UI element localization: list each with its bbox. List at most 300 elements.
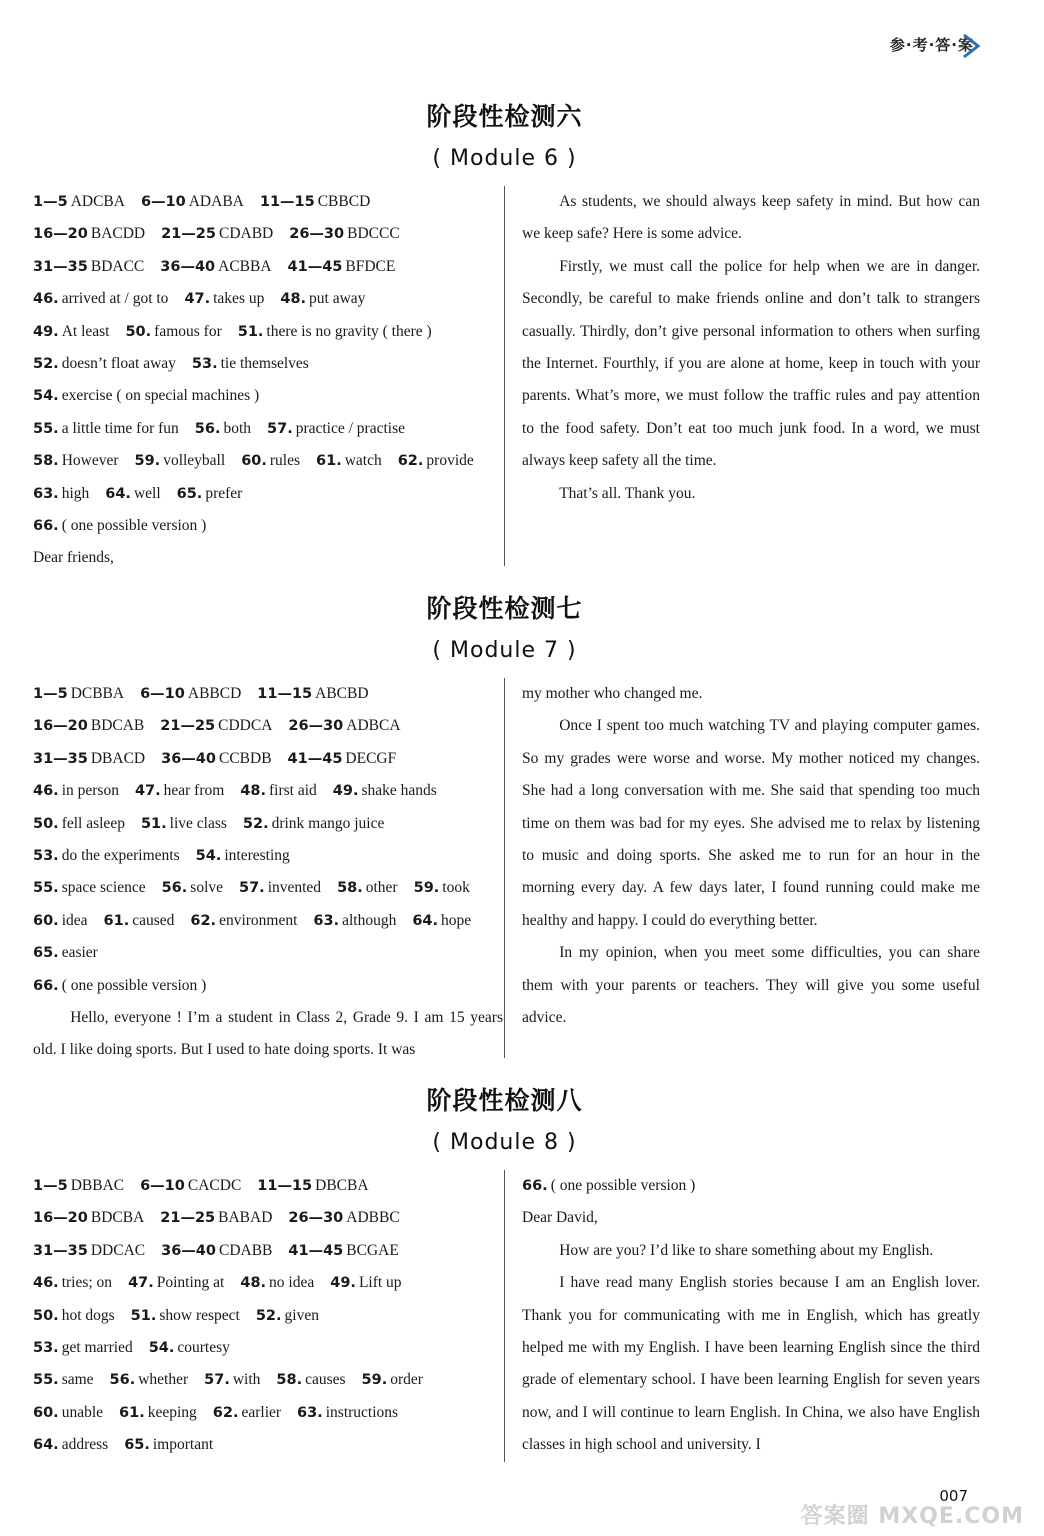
answer-line: [33, 872, 503, 904]
answer-number: 6—10: [140, 194, 186, 210]
answer-text: BABAD: [218, 1209, 273, 1227]
answer-line: [33, 1202, 503, 1234]
answer-item: [33, 840, 180, 872]
answer-item: [149, 1332, 230, 1364]
answer-number: 16—20: [33, 226, 88, 243]
answer-number: 31—35: [33, 1242, 88, 1259]
answer-number: 63.: [313, 912, 340, 929]
answer-item: [177, 478, 243, 510]
answer-item: [288, 710, 400, 742]
answer-item: [240, 1267, 314, 1299]
answer-number: 6—10: [140, 1178, 185, 1194]
answer-line: [33, 1267, 503, 1299]
answer-text: CCBDB: [218, 749, 272, 767]
answer-text: Pointing at: [156, 1274, 225, 1292]
answer-line: [33, 840, 503, 872]
answer-text: ABBCD: [187, 685, 242, 702]
answer-item: [33, 1202, 144, 1234]
answer-item: [131, 1300, 240, 1332]
answer-number: 46.: [33, 783, 59, 800]
answer-item: [33, 743, 145, 775]
answer-line: [33, 1364, 503, 1396]
answer-number: 65.: [33, 945, 59, 962]
answer-number: 46.: [33, 1275, 59, 1292]
answer-number: 66.: [33, 517, 59, 534]
column-divider: [504, 1170, 505, 1462]
answer-number: 53.: [191, 355, 218, 372]
section-8-essay: [522, 1170, 980, 1462]
answer-number: 64.: [33, 1437, 59, 1454]
answer-number: 50.: [33, 1307, 59, 1324]
answer-number: 62.: [190, 912, 217, 929]
section-7-subtitle: ( Module 7 ): [432, 638, 577, 663]
answer-text: first aid: [269, 782, 317, 800]
answer-text: fell asleep: [61, 814, 125, 832]
section-6-title: 阶段性检测六: [426, 102, 583, 131]
answer-item: [33, 808, 125, 840]
answer-item: [276, 1364, 345, 1396]
answer-number: 52.: [242, 815, 269, 832]
answer-line: [33, 380, 503, 412]
answer-number: 57.: [204, 1372, 230, 1389]
page-number: 007: [939, 1487, 968, 1505]
answer-text: famous for: [154, 322, 222, 340]
answer-text: DDCAC: [90, 1241, 146, 1259]
answer-item: [33, 348, 176, 380]
answer-line: [33, 283, 503, 315]
answer-text: other: [365, 879, 398, 897]
answer-item: [313, 905, 396, 937]
answer-item: [33, 1429, 108, 1461]
section-6-essay: [522, 186, 980, 510]
answer-line: [33, 808, 503, 840]
answer-item: [412, 905, 471, 937]
answer-item: [288, 251, 396, 283]
answer-item: [257, 678, 368, 710]
answer-text: easier: [61, 944, 98, 962]
answer-text: DBACD: [90, 749, 146, 767]
answer-item: [33, 1397, 103, 1429]
answer-number: 64.: [105, 485, 131, 502]
answer-number: 49.: [330, 1275, 356, 1292]
answer-item: [260, 186, 370, 218]
answer-item: [288, 1235, 398, 1267]
answer-text: courtesy: [177, 1338, 230, 1356]
answer-item: [33, 413, 179, 445]
answer-number: 62.: [397, 453, 424, 470]
answer-number: 56.: [161, 880, 188, 897]
answer-item: [110, 1364, 189, 1396]
answer-line: [33, 510, 503, 542]
essay-paragraph: That’s all. Thank you.: [559, 484, 696, 502]
answer-number: 61.: [119, 1404, 145, 1421]
answer-item: [238, 316, 432, 348]
answer-line: [33, 1397, 503, 1429]
section-8-answers: [33, 1170, 503, 1462]
answer-item: [125, 316, 221, 348]
answer-number: 46.: [33, 291, 59, 308]
answer-line: [33, 1170, 503, 1202]
answer-number: 49.: [332, 783, 359, 800]
answer-text: ( one possible version ): [61, 516, 207, 534]
answer-line: [33, 478, 503, 510]
answer-item: [33, 218, 145, 250]
header-tag: 参·考·答·案: [889, 36, 974, 54]
answer-number: 41—45: [287, 258, 343, 275]
section-7-essay: [522, 678, 980, 1034]
answer-text: well: [133, 484, 161, 502]
answer-text: invented: [267, 879, 322, 897]
answer-item: [119, 1397, 197, 1429]
answer-number: 63.: [33, 485, 59, 502]
answer-number: 59.: [134, 453, 161, 470]
answer-item: [240, 775, 316, 807]
answer-number: 36—40: [161, 1242, 216, 1259]
answer-text: hope: [441, 911, 472, 929]
answer-text: there is no gravity ( there ): [266, 322, 432, 340]
answer-line: [33, 937, 503, 969]
answer-item: [33, 1170, 124, 1202]
answer-text: ADBBC: [346, 1209, 400, 1227]
answer-number: 21—25: [160, 1210, 216, 1227]
answer-number: 36—40: [161, 750, 216, 767]
answer-text: BDCCC: [347, 225, 400, 243]
answer-item: [289, 218, 399, 250]
answer-item: [288, 743, 397, 775]
answer-item: [33, 380, 259, 412]
answer-number: 31—35: [33, 750, 88, 767]
answer-number: 56.: [109, 1372, 136, 1389]
answer-number: 54.: [195, 847, 222, 864]
answer-item: [337, 872, 398, 904]
answer-item: [33, 678, 124, 710]
answer-item: [33, 1300, 115, 1332]
answer-item: [161, 218, 273, 250]
answer-item: [267, 413, 405, 445]
answer-item: [33, 1235, 145, 1267]
answer-item: [522, 1170, 695, 1202]
answer-text: CACDC: [187, 1177, 242, 1194]
answer-text: tries; on: [61, 1274, 113, 1292]
answer-number: 58.: [276, 1372, 303, 1389]
answer-text: provide: [426, 452, 474, 470]
answer-item: [105, 478, 160, 510]
answer-text: address: [61, 1436, 109, 1454]
answer-text: caused: [132, 911, 175, 929]
answer-number: 60.: [241, 453, 267, 470]
answer-item: [33, 1267, 112, 1299]
answer-text: space science: [61, 879, 146, 897]
answer-line: [33, 445, 503, 477]
answer-number: 21—25: [161, 226, 216, 243]
answer-text: do the experiments: [61, 846, 180, 864]
answer-text: keeping: [147, 1403, 197, 1421]
answer-item: [33, 445, 119, 477]
answer-text: show respect: [159, 1306, 240, 1324]
answer-number: 41—45: [287, 750, 343, 767]
answer-number: 21—25: [160, 718, 216, 735]
answer-text: interesting: [224, 846, 290, 864]
answer-text: tie themselves: [220, 354, 309, 372]
essay-paragraph: Dear friends,: [33, 549, 114, 567]
answer-text: ADABA: [188, 193, 244, 210]
answer-text: given: [284, 1306, 319, 1324]
answer-text: whether: [138, 1371, 189, 1389]
answer-item: [398, 445, 474, 477]
answer-number: 41—45: [288, 1242, 344, 1259]
answer-text: ( one possible version ): [550, 1177, 696, 1194]
answer-number: 1—5: [33, 1178, 68, 1194]
essay-paragraph: Hello, everyone ! I’m a student in Class 2, Grade 9. I am 15 years old. I like doing sports. But I used to hate doing sports. It was: [33, 1008, 503, 1059]
section-8-title: 阶段性检测八: [426, 1086, 583, 1115]
answer-number: 47.: [134, 783, 161, 800]
answer-text: rules: [269, 452, 301, 470]
answer-number: 52.: [33, 355, 59, 372]
answer-text: live class: [169, 814, 227, 832]
watermark-logo: 答案圈 MXQE.COM: [800, 1504, 1024, 1529]
answer-text: BACDD: [90, 225, 146, 243]
answer-text: get married: [61, 1338, 133, 1356]
answer-item: [128, 1267, 224, 1299]
essay-paragraph: I have read many English stories because I am an English lover. Thank you for communicating with me in English, which has greatly helped me with my English. I have been learning English since the third grade of elementary school. I have been learning English for seven years now, and I will continue to learn English. In China, we also have English classes in high school and university. I: [522, 1274, 980, 1454]
answer-item: [288, 1202, 399, 1234]
answer-text: At least: [61, 322, 110, 340]
answer-item: [141, 186, 244, 218]
answer-item: [33, 283, 168, 315]
answer-number: 47.: [128, 1275, 154, 1292]
answer-number: 58.: [337, 880, 363, 897]
answer-text: idea: [61, 911, 88, 929]
answer-item: [161, 1235, 272, 1267]
answer-item: [297, 1397, 398, 1429]
answer-item: [160, 710, 272, 742]
answer-number: 11—15: [257, 686, 313, 702]
answer-number: 59.: [361, 1372, 388, 1389]
answer-line: [33, 970, 503, 1002]
answer-number: 50.: [125, 323, 152, 340]
answer-line: [33, 251, 503, 283]
answer-text: DBBAC: [70, 1177, 125, 1194]
answer-text: both: [223, 419, 252, 437]
answer-number: 61.: [103, 912, 130, 929]
answer-number: 53.: [33, 1339, 59, 1356]
answer-item: [135, 445, 226, 477]
answer-item: [33, 872, 146, 904]
answer-text: order: [390, 1371, 423, 1389]
answer-item: [256, 1300, 319, 1332]
answer-text: environment: [219, 911, 298, 929]
answer-number: 66.: [33, 977, 59, 994]
answer-item: [333, 775, 437, 807]
answer-number: 65.: [124, 1437, 150, 1454]
answer-text: CDDCA: [218, 717, 273, 735]
answer-line: [33, 1300, 503, 1332]
answer-item: [239, 872, 321, 904]
answer-number: 61.: [316, 453, 342, 470]
answer-text: DECGF: [345, 749, 397, 767]
answer-text: causes: [305, 1371, 346, 1389]
answer-line: [33, 905, 503, 937]
answer-text: doesn’t float away: [61, 354, 176, 372]
answer-text: BDCAB: [90, 717, 145, 735]
answer-text: practice / practise: [295, 419, 405, 437]
answer-text: volleyball: [163, 452, 226, 470]
answer-text: put away: [309, 290, 366, 308]
answer-item: [33, 186, 125, 218]
answer-line: [33, 348, 503, 380]
answer-number: 60.: [33, 912, 59, 929]
column-divider: [504, 678, 505, 1058]
answer-item: [196, 840, 290, 872]
answer-number: 16—20: [33, 1210, 88, 1227]
answer-item: [280, 283, 365, 315]
answer-text: CDABB: [218, 1241, 273, 1259]
answer-number: 55.: [33, 1372, 59, 1389]
answer-number: 66.: [522, 1178, 548, 1194]
answer-text: a little time for fun: [61, 419, 179, 437]
section-6-answers: [33, 186, 503, 575]
answer-item: [330, 1267, 401, 1299]
answer-text: ( one possible version ): [61, 976, 207, 994]
answer-line: [33, 710, 503, 742]
answer-line: [33, 1235, 503, 1267]
answer-text: arrived at / got to: [61, 290, 169, 308]
answer-number: 1—5: [33, 194, 68, 210]
answer-text: ADBCA: [346, 717, 401, 735]
answer-number: 26—30: [288, 718, 344, 735]
answer-text: hot dogs: [61, 1306, 115, 1324]
answer-number: 57.: [267, 420, 293, 437]
answer-item: [243, 808, 384, 840]
answer-number: 31—35: [33, 258, 88, 275]
answer-number: 55.: [33, 420, 59, 437]
answer-item: [33, 905, 88, 937]
answer-item: [124, 1429, 213, 1461]
answer-item: [162, 872, 223, 904]
answer-number: 53.: [33, 847, 59, 864]
answer-text: ABCBD: [315, 685, 369, 702]
answer-line: [33, 218, 503, 250]
answer-line: [33, 1332, 503, 1364]
answer-item: [33, 937, 98, 969]
answer-text: solve: [190, 879, 223, 897]
answer-item: [192, 348, 309, 380]
answer-item: [362, 1364, 423, 1396]
answer-text: DBCBA: [315, 1177, 369, 1194]
answer-item: [135, 775, 224, 807]
answer-text: although: [342, 911, 397, 929]
answer-number: 50.: [33, 815, 59, 832]
answer-text: drink mango juice: [271, 814, 385, 832]
answer-number: 26—30: [289, 226, 345, 243]
answer-text: same: [61, 1371, 94, 1389]
essay-paragraph: Firstly, we must call the police for help when we are in danger. Secondly, be careful to make friends online and don’t talk to strangers casually. Thirdly, don’t give personal information to others when surfing the Internet. Fourthly, if you are alone at home, keep in touch with your parents. What’s more, we must follow the traffic rules and pay attention to the food safety. Don’t eat too much junk food. In a word, we must always keep safety all the time.: [522, 257, 980, 470]
answer-number: 26—30: [288, 1210, 344, 1227]
essay-paragraph: In my opinion, when you meet some difficulties, you can share them with your parents or teachers. They will give you some useful advice.: [522, 944, 980, 1027]
answer-number: 62.: [212, 1404, 239, 1421]
essay-paragraph: Dear David,: [522, 1209, 598, 1227]
essay-paragraph: As students, we should always keep safety in mind. But how can we keep safe? Here is some advice.: [522, 193, 980, 243]
answer-text: important: [152, 1436, 214, 1454]
answer-item: [33, 251, 144, 283]
answer-text: took: [442, 879, 470, 897]
answer-item: [33, 710, 144, 742]
answer-item: [204, 1364, 260, 1396]
answer-number: 48.: [240, 783, 267, 800]
answer-text: high: [61, 484, 90, 502]
answer-number: 47.: [184, 291, 211, 308]
answer-line: [33, 775, 503, 807]
answer-item: [33, 1332, 133, 1364]
section-7-title: 阶段性检测七: [426, 594, 583, 623]
section-6-subtitle: ( Module 6 ): [432, 146, 577, 171]
answer-text: CBBCD: [317, 193, 371, 210]
answer-line: [33, 316, 503, 348]
answer-item: [161, 743, 271, 775]
answer-text: unable: [61, 1403, 104, 1421]
essay-paragraph: Once I spent too much watching TV and playing computer games. So my grades were worse and worse. My mother noticed my changes. She had a long conversation with me. She said that spending too much time on them was bad for my eyes. She advised me to relax by listening to music and doing sports. She asked me to run for an hour in the morning every day. A few days later, I found running could make me healthy and happy. I could do everything better.: [522, 717, 980, 929]
answer-item: [33, 510, 206, 542]
answer-item: [213, 1397, 281, 1429]
answer-number: 56.: [194, 420, 221, 437]
answer-line: [522, 1170, 980, 1202]
essay-paragraph: How are you? I’d like to share something about my English.: [559, 1241, 934, 1259]
answer-number: 63.: [297, 1404, 323, 1421]
answer-line: [33, 186, 503, 218]
section-8-subtitle: ( Module 8 ): [432, 1130, 577, 1155]
answer-item: [316, 445, 382, 477]
answer-number: 54.: [33, 388, 59, 405]
answer-item: [33, 775, 119, 807]
answer-number: 48.: [240, 1275, 267, 1292]
answer-text: BDCBA: [90, 1209, 145, 1227]
answer-text: no idea: [269, 1274, 315, 1292]
answer-item: [160, 251, 271, 283]
answer-item: [160, 1202, 272, 1234]
answer-number: 58.: [33, 453, 59, 470]
answer-line: [33, 678, 503, 710]
answer-item: [184, 283, 264, 315]
essay-paragraph: my mother who changed me.: [522, 685, 703, 702]
answer-text: ADCBA: [70, 193, 125, 210]
answer-item: [33, 316, 109, 348]
answer-text: Lift up: [358, 1274, 402, 1292]
answer-text: in person: [61, 782, 119, 800]
answer-line: [33, 1429, 503, 1461]
answer-number: 51.: [140, 815, 167, 832]
column-divider: [504, 186, 505, 566]
answer-number: 1—5: [33, 686, 68, 702]
answer-item: [140, 678, 241, 710]
answer-line: [33, 413, 503, 445]
answer-text: shake hands: [361, 782, 437, 800]
answer-item: [241, 445, 300, 477]
answer-text: earlier: [241, 1403, 282, 1421]
answer-item: [33, 970, 206, 1002]
answer-number: 57.: [239, 880, 265, 897]
answer-item: [257, 1170, 368, 1202]
answer-number: 51.: [130, 1307, 157, 1324]
answer-number: 11—15: [257, 1178, 313, 1194]
answer-item: [33, 1364, 94, 1396]
answer-text: prefer: [205, 484, 243, 502]
answer-item: [195, 413, 251, 445]
answer-text: BFDCE: [345, 257, 396, 275]
answer-text: However: [61, 452, 119, 470]
answer-item: [33, 478, 89, 510]
section-7-answers: [33, 678, 503, 1067]
answer-number: 65.: [176, 485, 203, 502]
